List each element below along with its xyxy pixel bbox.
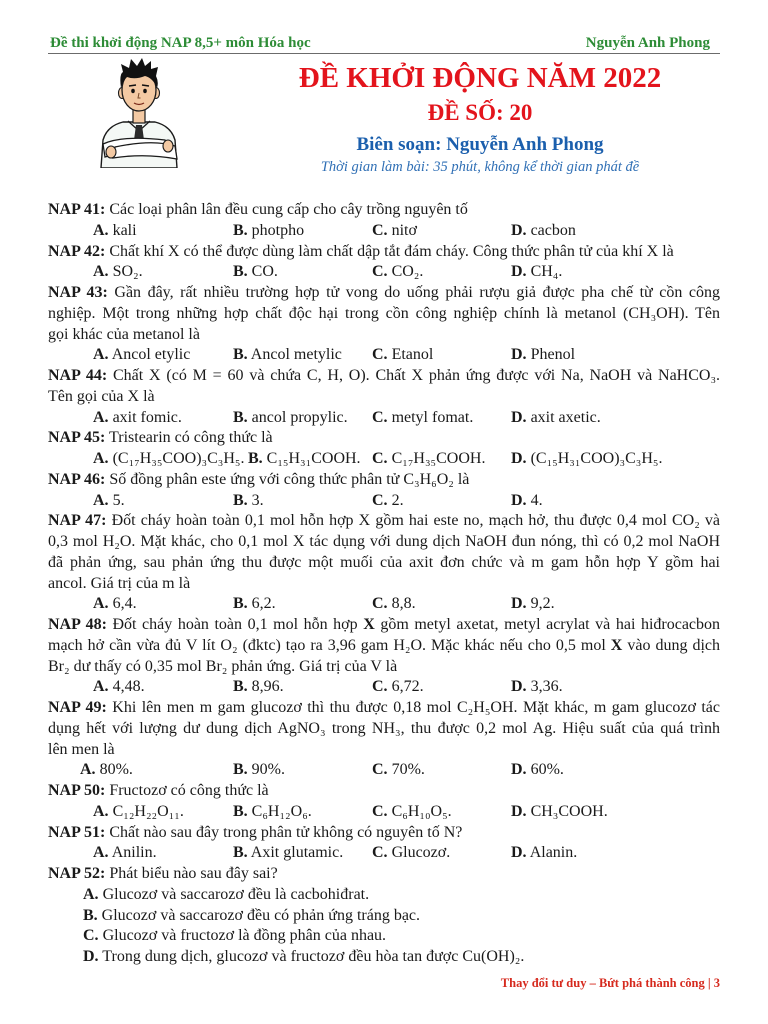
- answer-option-a: [80, 760, 233, 781]
- answer-option-a: [93, 221, 233, 242]
- question-text: Phát biểu nào sau đây sai?: [109, 865, 278, 882]
- question-text-line: [48, 553, 720, 574]
- page-header: [48, 33, 720, 54]
- answer-option-b: [233, 760, 372, 781]
- question-label: NAP 50:: [48, 782, 106, 799]
- answer-options: [93, 594, 720, 615]
- exam-author: Biên soạn: Nguyễn Anh Phong: [356, 134, 604, 155]
- answer-option-letter: A.: [93, 450, 109, 467]
- question-text-emphasis: X: [610, 636, 623, 654]
- question-nap-41: [48, 200, 720, 242]
- answer-option-letter: B.: [233, 595, 248, 613]
- answer-option-b: [233, 491, 372, 512]
- answer-option-text: metyl fomat.: [391, 408, 474, 426]
- question-nap-45: [48, 428, 720, 470]
- answer-options: [83, 885, 720, 968]
- answer-option-letter: D.: [511, 450, 527, 467]
- answer-option-letter: C.: [372, 491, 388, 509]
- answer-option-text: Alanin.: [529, 844, 578, 862]
- answer-option-letter: A.: [93, 595, 109, 613]
- question-text-line: [48, 242, 720, 263]
- question-text: đã phản ứng, sau phản ứng thu được một muối của axit đơn chức và m gam hỗn hợp Y gồm hai: [48, 553, 720, 571]
- answer-option-text: 2.: [391, 491, 404, 509]
- question-label: NAP 47:: [48, 512, 107, 530]
- answer-option-text: 3.: [251, 491, 264, 509]
- question-text: Chất X (có M = 60 và chứa C, H, O). Chất X phản ứng được với Na, NaOH và NaHCO₃.: [112, 367, 721, 384]
- question-label: NAP 49:: [48, 699, 107, 716]
- answer-option-text: nitơ: [391, 221, 417, 239]
- answer-option-text: Ancol etylic: [111, 346, 191, 364]
- answer-option-letter: B.: [233, 678, 248, 696]
- answer-option-d: [511, 843, 720, 864]
- question-text-line: [48, 366, 720, 387]
- answer-option-b: [233, 345, 372, 366]
- answer-option-text: 90%.: [251, 761, 285, 779]
- answer-option-b: [233, 677, 372, 698]
- question-label: NAP 48:: [48, 616, 107, 633]
- question-label: NAP 52:: [48, 865, 106, 882]
- question-text-line: [48, 823, 720, 844]
- answer-option-letter: B.: [233, 346, 248, 364]
- exam-title: ĐỀ KHỞI ĐỘNG NĂM 2022: [298, 62, 662, 94]
- answer-option-c: [372, 345, 511, 366]
- answer-option-c: [372, 594, 511, 615]
- question-text: Fructozơ có công thức là: [109, 782, 269, 799]
- answer-option-letter: A.: [93, 491, 109, 509]
- answer-option-text: 9,2.: [530, 595, 555, 613]
- question-label: NAP 51:: [48, 823, 106, 841]
- answer-option-d: [511, 677, 720, 698]
- question-text: ancol. Giá trị của m là: [48, 574, 191, 592]
- answer-option-text: ancol propylic.: [251, 408, 348, 426]
- answer-option-letter: B.: [248, 450, 263, 467]
- answer-option-letter: A.: [93, 408, 109, 426]
- answer-option-letter: A.: [93, 678, 109, 696]
- answer-option-a: [93, 843, 233, 864]
- answer-option-letter: C.: [372, 408, 388, 426]
- answer-option-letter: C.: [372, 844, 388, 862]
- answer-option-text: cacbon: [530, 221, 576, 239]
- question-text: Khi lên men m gam glucozơ thì thu được 0,18 mol C₂H₅OH. Mặt khác, m gam glucozơ tác: [112, 699, 721, 716]
- answer-option-letter: A.: [93, 802, 109, 820]
- question-nap-43: [48, 283, 720, 366]
- answer-option-letter: C.: [83, 927, 99, 945]
- answer-option-a: [93, 408, 233, 429]
- answer-option-b: [233, 843, 372, 864]
- question-nap-49: [48, 698, 720, 781]
- question-text-line: [48, 200, 720, 221]
- answer-option-d: [511, 802, 720, 823]
- answer-option-text: (C₁₅H₃₁COO)₃C₃H₅.: [530, 450, 663, 467]
- answer-option-c: [372, 802, 511, 823]
- answer-option-letter: B.: [83, 906, 98, 924]
- answer-option-letter: C.: [372, 678, 388, 696]
- question-nap-46: [48, 470, 720, 512]
- answer-options: [80, 760, 720, 781]
- answer-option-a: [93, 594, 233, 615]
- answer-option-c: [372, 760, 511, 781]
- answer-option-c: [372, 491, 511, 512]
- question-text: Gần đây, rất nhiều trường hợp tử vong do uống phải rượu giả được pha chế từ cồn công: [114, 284, 720, 301]
- question-text: lên men là: [48, 740, 115, 758]
- question-text: Br₂ dư thấy có 0,35 mol Br₂ phản ứng. Giá trị của V là: [48, 657, 398, 675]
- answer-option-letter: B.: [233, 844, 248, 862]
- question-label: NAP 41:: [48, 201, 106, 218]
- answer-option-letter: C.: [372, 450, 388, 467]
- question-text: Tên gọi của X là: [48, 387, 155, 405]
- answer-option-b: [233, 594, 372, 615]
- page-footer: Thay đổi tư duy – Bứt phá thành công | 3: [500, 976, 720, 990]
- question-text: gọi khác của metanol là: [48, 325, 200, 343]
- answer-option-text: 5.: [112, 491, 125, 509]
- question-text: Các loại phân lân đều cung cấp cho cây trồng nguyên tố: [109, 201, 468, 218]
- answer-option-letter: D.: [511, 761, 527, 779]
- question-nap-50: [48, 781, 720, 823]
- answer-option-letter: C.: [372, 221, 388, 239]
- question-text: vào dung dịch: [622, 636, 721, 654]
- answer-option-text: 70%.: [391, 761, 425, 779]
- answer-option-text: photpho: [251, 221, 305, 239]
- answer-option-text: 60%.: [530, 761, 564, 779]
- answer-option-text: Phenol: [530, 346, 576, 364]
- answer-option-text: C₆H₁₂O₆.: [251, 802, 312, 820]
- question-text: Đốt cháy hoàn toàn 0,1 mol hỗn hợp: [112, 616, 364, 633]
- answer-option-d: [511, 221, 720, 242]
- answer-option-text: Anilin.: [111, 844, 157, 862]
- answer-option-d: [511, 594, 720, 615]
- exam-time-note: Thời gian làm bài: 35 phút, không kể thời gian phát đề: [320, 159, 640, 175]
- answer-option-a: [93, 449, 248, 470]
- exam-number: ĐỀ SỐ: 20: [427, 100, 533, 125]
- answer-option-b: [233, 221, 372, 242]
- question-text-line: [48, 636, 720, 657]
- question-list: [48, 200, 720, 968]
- answer-options: [93, 802, 720, 823]
- answer-option-letter: A.: [93, 221, 109, 239]
- question-nap-48: [48, 615, 720, 698]
- question-text-line: [48, 428, 720, 449]
- question-label: NAP 42:: [48, 242, 106, 260]
- answer-option-text: 6,72.: [391, 678, 424, 696]
- question-text-line: [48, 304, 720, 325]
- question-nap-44: [48, 366, 720, 428]
- question-text: dụng hết với lượng dư dung dịch AgNO₃ trong NH₃, thu được 0,2 mol Ag. Hiệu suất của quá trình: [48, 719, 720, 737]
- answer-option-b: [248, 449, 372, 470]
- question-text: Đốt cháy hoàn toàn 0,1 mol hỗn hợp X gồm hai este no, mạch hở, thu được 0,4 mol CO₂ và: [111, 512, 721, 530]
- question-text-line: [48, 698, 720, 719]
- question-text: 0,3 mol H₂O. Mặt khác, cho 0,1 mol X tác dụng với dung dịch NaOH đun nóng, thì có 0,2 mol NaOH: [48, 533, 720, 550]
- question-text-line: [48, 511, 720, 532]
- answer-option-letter: A.: [93, 263, 109, 281]
- answer-option-c: [372, 677, 511, 698]
- question-text-emphasis: X: [363, 616, 375, 633]
- answer-option-letter: D.: [83, 948, 99, 965]
- answer-option-letter: B.: [233, 263, 248, 281]
- answer-option-text: CH₄.: [530, 263, 563, 281]
- answer-option-d: [511, 262, 720, 283]
- answer-option-letter: A.: [80, 761, 96, 779]
- answer-option-b: [233, 408, 372, 429]
- answer-options: [93, 345, 720, 366]
- question-text-line: [48, 719, 720, 740]
- question-text-line: [48, 781, 720, 802]
- answer-option-d: [511, 345, 720, 366]
- answer-option-d: [511, 760, 720, 781]
- answer-option-text: C₁₇H₃₅COOH.: [391, 450, 486, 467]
- header-exam-name: Đề thi khởi động NAP 8,5+ môn Hóa học: [50, 35, 311, 51]
- answer-option-a: [93, 262, 233, 283]
- answer-option-text: 80%.: [99, 761, 133, 779]
- answer-option-letter: D.: [511, 802, 527, 820]
- answer-option-text: 4.: [530, 491, 543, 509]
- answer-option-b: [83, 906, 720, 927]
- answer-option-letter: B.: [233, 802, 248, 820]
- answer-option-a: [93, 677, 233, 698]
- question-label: NAP 45:: [48, 429, 106, 447]
- answer-option-c: [372, 449, 511, 470]
- answer-option-letter: A.: [93, 346, 109, 364]
- answer-options: [93, 677, 720, 698]
- question-text: Chất nào sau đây trong phân tử không có nguyên tố N?: [109, 823, 463, 841]
- question-text-line: [48, 615, 720, 636]
- answer-option-text: CO₂.: [391, 263, 424, 281]
- teacher-cartoon-icon: [93, 56, 185, 168]
- answer-option-letter: A.: [93, 844, 109, 862]
- question-text-line: [48, 740, 720, 761]
- answer-option-letter: B.: [233, 761, 248, 779]
- answer-option-text: axit fomic.: [112, 408, 182, 426]
- answer-option-text: C₁₂H₂₂O₁₁.: [112, 802, 184, 820]
- answer-option-letter: B.: [233, 408, 248, 426]
- answer-options: [93, 491, 720, 512]
- answer-option-letter: B.: [233, 221, 248, 239]
- answer-option-text: axit axetic.: [530, 408, 601, 426]
- answer-option-letter: A.: [83, 885, 99, 903]
- answer-option-b: [233, 802, 372, 823]
- question-text-line: [48, 532, 720, 553]
- answer-options: [93, 408, 720, 429]
- answer-option-letter: C.: [372, 761, 388, 779]
- question-text: Số đồng phân este ứng với công thức phân tử C₃H₆O₂ là: [109, 470, 470, 488]
- answer-option-letter: D.: [511, 408, 527, 426]
- answer-option-a: [93, 345, 233, 366]
- question-text-line: [48, 574, 720, 595]
- answer-option-text: 8,8.: [391, 595, 416, 613]
- answer-option-d: [83, 947, 720, 968]
- answer-option-letter: C.: [372, 595, 388, 613]
- answer-option-text: 6,4.: [112, 595, 137, 613]
- question-text-line: [48, 864, 720, 885]
- answer-option-text: (C₁₇H₃₅COO)₃C₃H₅.: [112, 450, 245, 467]
- answer-option-text: CH₃COOH.: [530, 802, 608, 820]
- question-label: NAP 46:: [48, 470, 106, 488]
- answer-option-letter: B.: [233, 491, 248, 509]
- answer-option-text: Trong dung dịch, glucozơ và fructozơ đều hòa tan được Cu(OH)₂.: [102, 948, 525, 965]
- answer-option-c: [372, 262, 511, 283]
- answer-option-letter: C.: [372, 802, 388, 820]
- question-text-line: [48, 283, 720, 304]
- answer-options: [93, 449, 720, 470]
- answer-options: [93, 221, 720, 242]
- answer-option-c: [372, 408, 511, 429]
- answer-option-d: [511, 449, 720, 470]
- question-text: mạch hở cần vừa đủ V lít O₂ (đktc) tạo ra 3,96 gam H₂O. Mặc khác nếu cho 0,5 mol: [48, 636, 611, 654]
- answer-option-a: [93, 802, 233, 823]
- answer-option-letter: D.: [511, 221, 527, 239]
- question-nap-47: [48, 511, 720, 615]
- answer-option-letter: D.: [511, 595, 527, 613]
- answer-option-text: SO₂.: [112, 263, 143, 281]
- answer-option-letter: D.: [511, 491, 527, 509]
- question-text-line: [48, 470, 720, 491]
- answer-option-d: [511, 408, 720, 429]
- answer-option-b: [233, 262, 372, 283]
- answer-option-text: Glucozơ.: [391, 844, 451, 862]
- answer-option-text: 8,96.: [251, 678, 284, 696]
- answer-options: [93, 262, 720, 283]
- answer-option-text: Glucozơ và fructozơ là đồng phân của nhau.: [102, 927, 387, 945]
- answer-option-text: 4,48.: [112, 678, 145, 696]
- answer-option-text: C₆H₁₀O₅.: [391, 802, 452, 820]
- question-text-line: [48, 387, 720, 408]
- answer-option-letter: D.: [511, 678, 527, 696]
- question-text: Tristearin có công thức là: [109, 429, 273, 447]
- answer-option-text: Glucozơ và saccarozơ đều có phản ứng tráng bạc.: [101, 906, 421, 924]
- answer-option-letter: C.: [372, 263, 388, 281]
- answer-option-text: CO.: [251, 263, 278, 281]
- question-label: NAP 44:: [48, 367, 108, 384]
- question-text: gồm metyl axetat, metyl acrylat và hai hiđrocacbon: [374, 616, 721, 633]
- answer-option-c: [372, 843, 511, 864]
- question-nap-51: [48, 823, 720, 865]
- answer-option-text: 6,2.: [251, 595, 276, 613]
- question-text-line: [48, 657, 720, 678]
- answer-option-c: [372, 221, 511, 242]
- answer-option-text: 3,36.: [530, 678, 563, 696]
- answer-option-letter: D.: [511, 263, 527, 281]
- question-text: Chất khí X có thể được dùng làm chất dập tắt đám cháy. Công thức phân tử của khí X là: [109, 242, 674, 260]
- question-text-line: [48, 325, 720, 346]
- answer-option-d: [511, 491, 720, 512]
- answer-option-text: Etanol: [391, 346, 434, 364]
- question-nap-52: [48, 864, 720, 968]
- answer-option-text: C₁₅H₃₁COOH.: [266, 450, 361, 467]
- answer-option-a: [93, 491, 233, 512]
- answer-option-text: Glucozơ và saccarozơ đều là cacbohiđrat.: [102, 885, 370, 903]
- answer-option-text: Ancol metylic: [250, 346, 342, 364]
- answer-option-letter: D.: [511, 844, 527, 862]
- answer-option-text: Axit glutamic.: [250, 844, 344, 862]
- answer-option-a: [83, 885, 720, 906]
- answer-options: [93, 843, 720, 864]
- answer-option-c: [83, 926, 720, 947]
- answer-option-letter: D.: [511, 346, 527, 364]
- answer-option-letter: C.: [372, 346, 388, 364]
- header-author: Nguyễn Anh Phong: [585, 35, 710, 51]
- question-label: NAP 43:: [48, 284, 108, 301]
- question-nap-42: [48, 242, 720, 284]
- answer-option-text: kali: [112, 221, 137, 239]
- question-text: nghiệp. Một trong những hợp chất độc hại trong cồn công nghiệp chính là metanol (CH₃OH). Tên: [48, 304, 720, 322]
